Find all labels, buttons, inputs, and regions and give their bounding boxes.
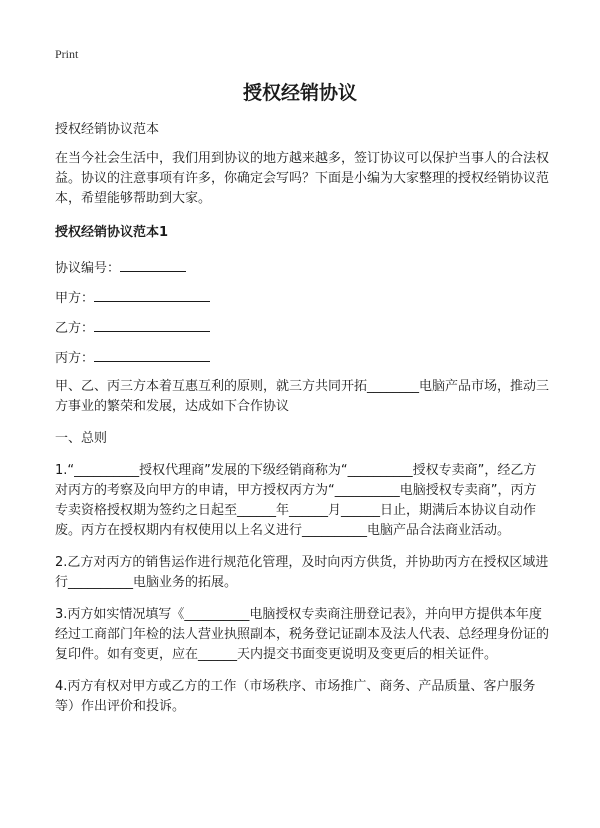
party-b-blank bbox=[94, 317, 210, 332]
clause-4: 4.丙方有权对甲方或乙方的工作（市场秩序、市场推广、商务、产品质量、客户服务等）作出评价和投诉。 bbox=[55, 679, 536, 714]
party-b-label: 乙方： bbox=[55, 321, 95, 336]
chapter-heading: 一、总则 bbox=[55, 431, 108, 446]
intro-paragraph: 在当今社会生活中，我们用到协议的地方越来越多，签订协议可以保护当事人的合法权益。协议的注意事项有许多，你确定会写吗？下面是小编为大家整理的授权经销协议范本，希望能够帮助到大家。 bbox=[55, 151, 550, 206]
party-c-blank bbox=[94, 347, 210, 362]
document-subtitle: 授权经销协议范本 bbox=[55, 122, 160, 137]
principle-paragraph: 甲、乙、丙三方本着互惠互利的原则，就三方共同开拓________电脑产品市场，推动三方事业的繁荣和发展，达成如下合作协议 bbox=[55, 379, 550, 414]
party-a-blank bbox=[94, 287, 210, 302]
party-c-label: 丙方： bbox=[55, 351, 95, 366]
clause-1: 1.“__________授权代理商”发展的下级经销商称为“__________授权专卖商”，经乙方对丙方的考察及向甲方的申请，甲方授权丙方为“__________电脑授权专卖商”，丙方专卖资格授权期为签约之日起至______年______月______日止，期满后本协议自动作废。丙方在授权期内有权使用以上名义进行__________电脑产品合法商业活动。 bbox=[55, 463, 537, 538]
agreement-number-field bbox=[55, 257, 549, 277]
agreement-number-blank bbox=[120, 257, 186, 272]
party-a-label: 甲方： bbox=[55, 291, 95, 306]
party-b-field bbox=[55, 317, 549, 337]
party-a-field bbox=[55, 287, 549, 307]
section-heading: 授权经销协议范本1 bbox=[55, 225, 169, 240]
clause-2: 2.乙方对丙方的销售运作进行规范化管理，及时向丙方供货，并协助丙方在授权区域进行__________电脑业务的拓展。 bbox=[55, 555, 549, 590]
page-title: 授权经销协议 bbox=[242, 82, 357, 104]
party-c-field bbox=[55, 347, 549, 367]
document-body bbox=[55, 120, 549, 729]
agreement-number-label: 协议编号： bbox=[55, 261, 121, 276]
print-link[interactable]: Print bbox=[55, 47, 79, 61]
clause-3: 3.丙方如实情况填写《__________电脑授权专卖商注册登记表》，并向甲方提供本年度经过工商部门年检的法人营业执照副本，税务登记证副本及法人代表、总经理身份证的复印件。如有变更，应在______天内提交书面变更说明及变更后的相关证件。 bbox=[55, 607, 550, 662]
